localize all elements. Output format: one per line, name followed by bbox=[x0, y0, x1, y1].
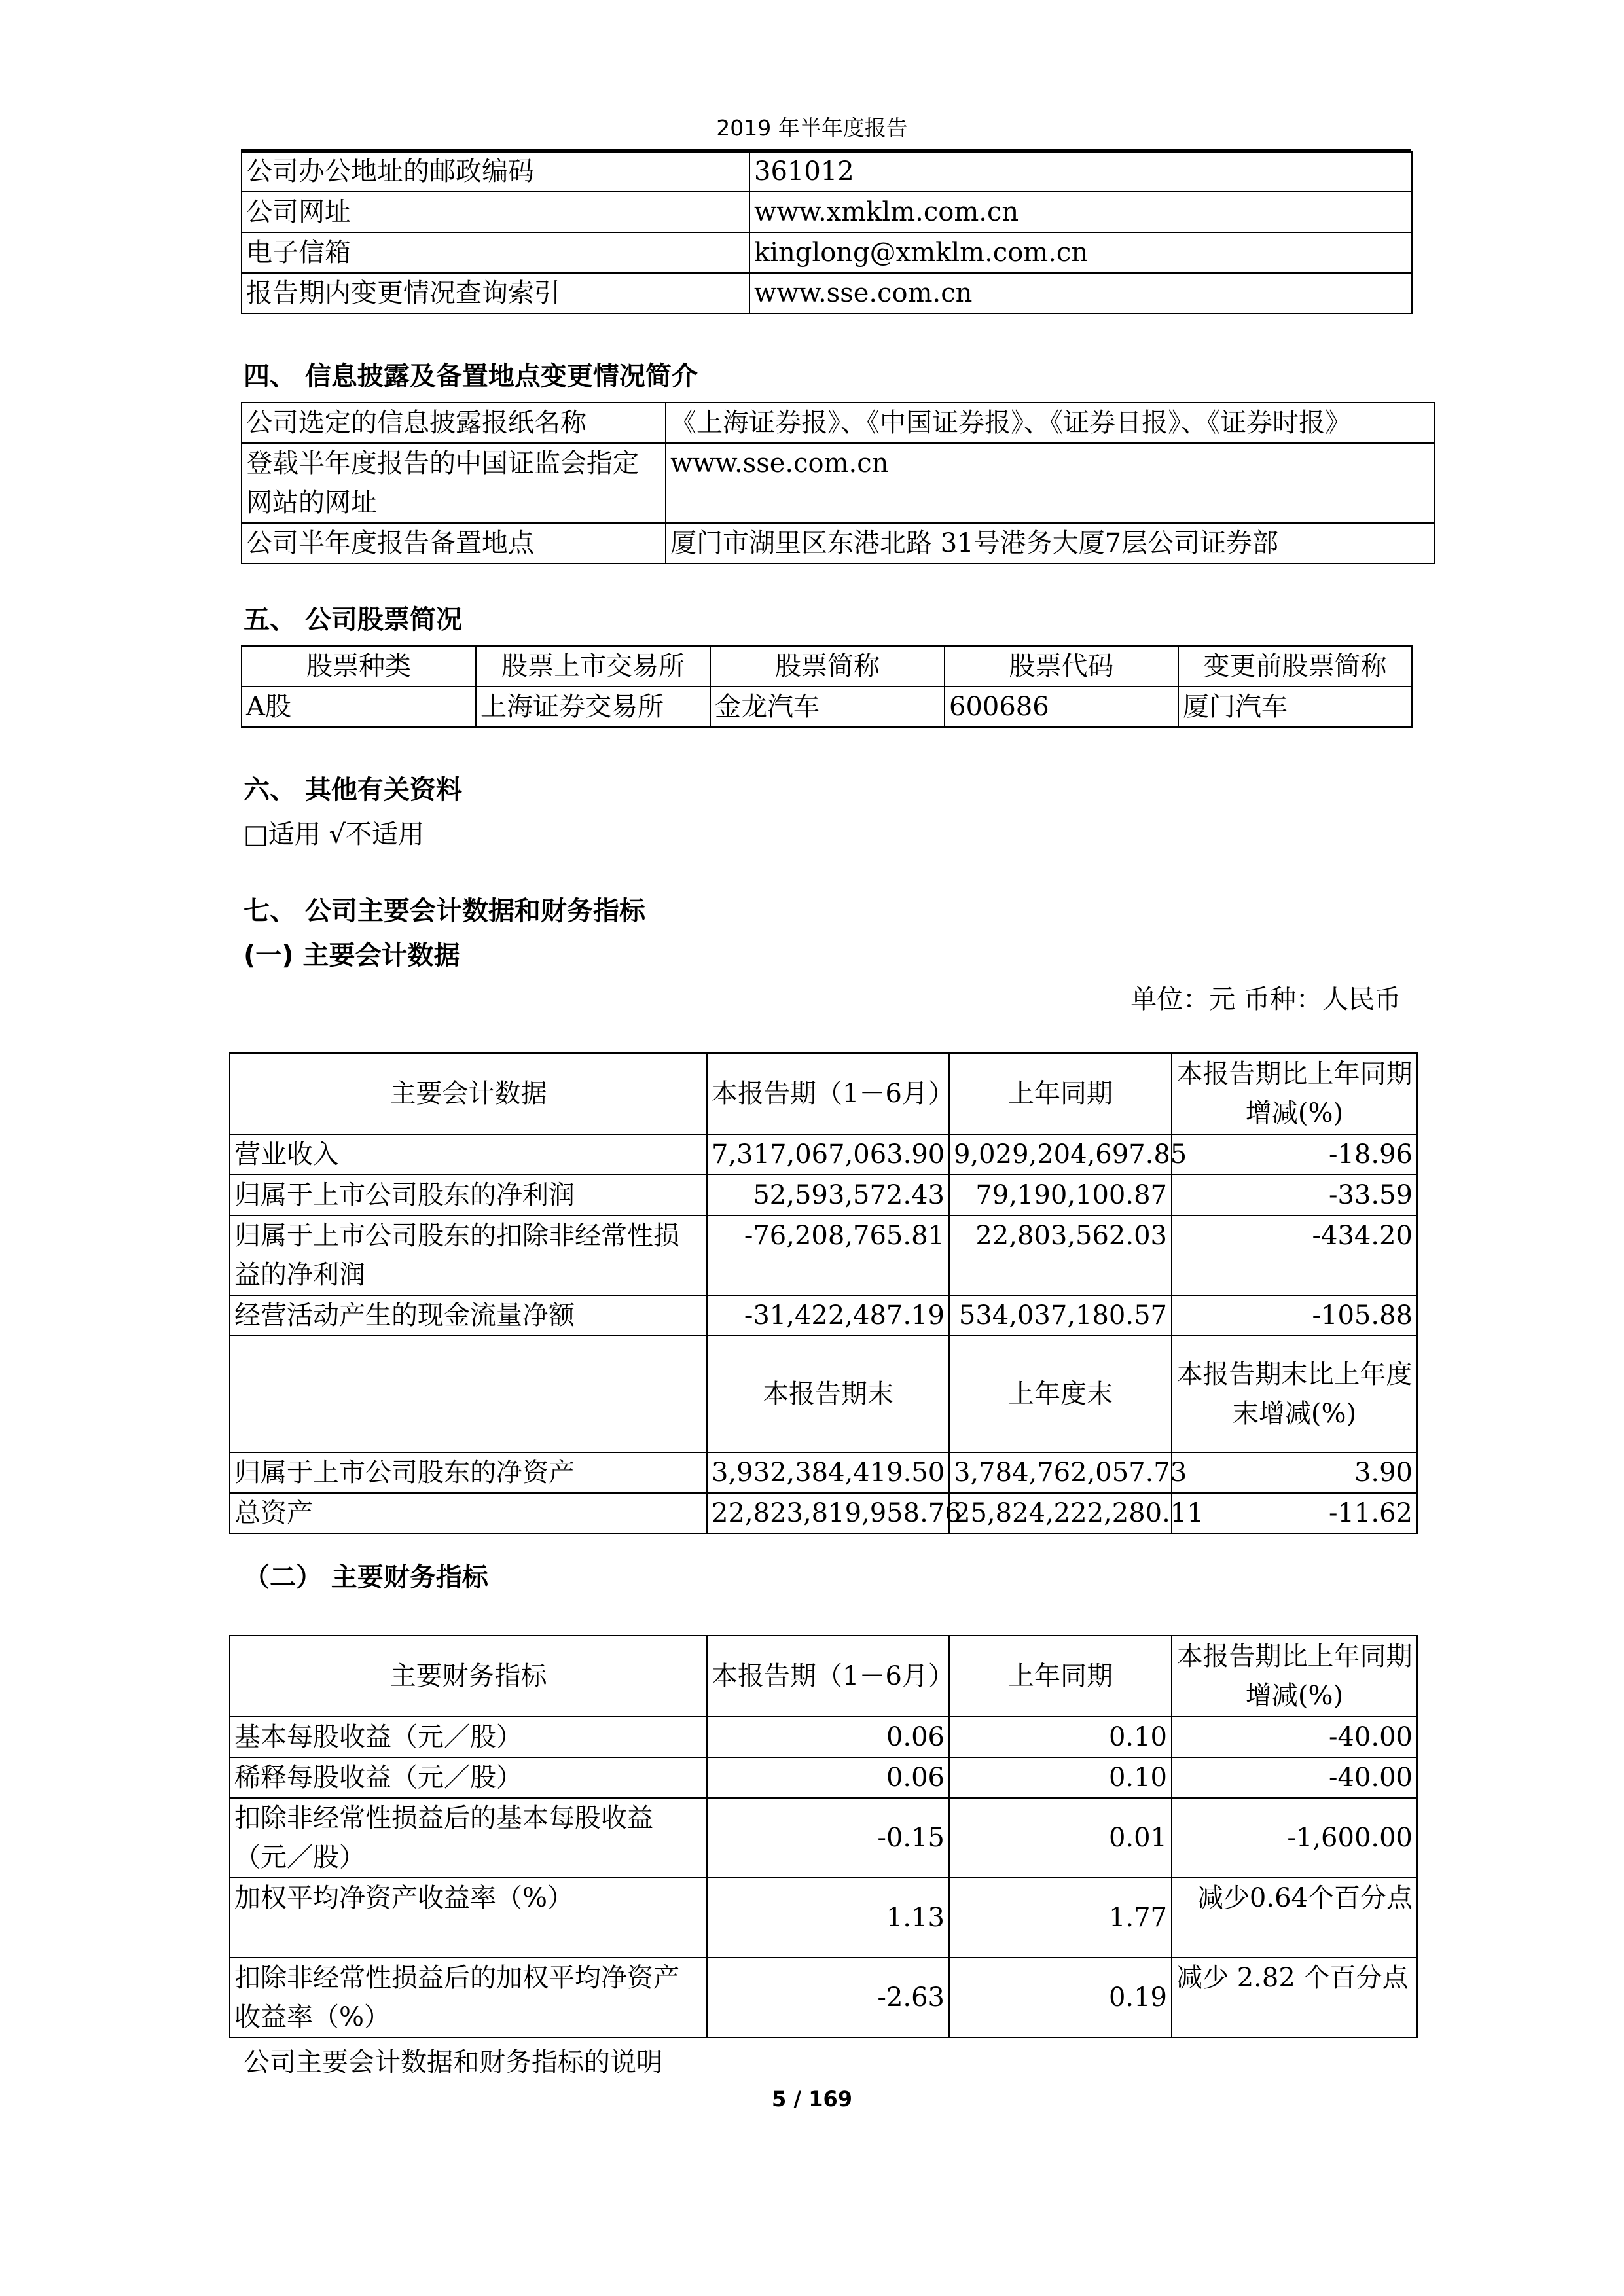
contact-table bbox=[241, 151, 1413, 314]
table-header-cell: 本报告期末 bbox=[707, 1336, 949, 1452]
table-cell: 0.19 bbox=[949, 1958, 1172, 2037]
table-cell: 公司半年度报告备置地点 bbox=[242, 523, 666, 564]
table-cell: 厦门汽车 bbox=[1178, 687, 1412, 727]
explanation-note: 公司主要会计数据和财务指标的说明 bbox=[244, 2047, 662, 2077]
table-header-cell: 股票种类 bbox=[242, 646, 476, 687]
table-cell: www.sse.com.cn bbox=[749, 273, 1412, 314]
table-cell: 金龙汽车 bbox=[710, 687, 945, 727]
applicability-text: □适用 √不适用 bbox=[244, 819, 424, 850]
table-header-cell: 本报告期（1－6月） bbox=[707, 1053, 949, 1134]
table-cell: 公司选定的信息披露报纸名称 bbox=[242, 403, 666, 443]
table-header-cell bbox=[230, 1336, 707, 1452]
table-header-cell: 主要财务指标 bbox=[230, 1636, 707, 1717]
table-cell: kinglong@xmklm.com.cn bbox=[749, 232, 1412, 273]
table-cell: 扣除非经常性损益后的基本每股收益（元／股） bbox=[230, 1798, 707, 1878]
table-row bbox=[230, 1958, 1417, 2037]
table-cell: 0.06 bbox=[707, 1717, 949, 1757]
table-cell: 1.13 bbox=[707, 1878, 949, 1958]
table-row bbox=[242, 523, 1434, 564]
table-row bbox=[230, 1878, 1417, 1958]
table-row bbox=[230, 1452, 1417, 1493]
table-row bbox=[242, 687, 1412, 727]
table-cell: 361012 bbox=[749, 151, 1412, 192]
table-cell: 0.01 bbox=[949, 1798, 1172, 1878]
table-header-row bbox=[230, 1053, 1417, 1134]
table-row bbox=[242, 151, 1412, 192]
table-cell: www.xmklm.com.cn bbox=[749, 192, 1412, 232]
table-cell: -2.63 bbox=[707, 1958, 949, 2037]
table-cell: 公司网址 bbox=[242, 192, 749, 232]
table-cell: -40.00 bbox=[1172, 1757, 1417, 1798]
table-cell: 扣除非经常性损益后的加权平均净资产收益率（%） bbox=[230, 1958, 707, 2037]
table-cell: 登载半年度报告的中国证监会指定网站的网址 bbox=[242, 443, 666, 523]
table-cell: 3,932,384,419.50 bbox=[707, 1452, 949, 1493]
table-cell: A股 bbox=[242, 687, 476, 727]
table-cell: 报告期内变更情况查询索引 bbox=[242, 273, 749, 314]
subsection-2-title: （二） 主要财务指标 bbox=[244, 1562, 488, 1592]
section-4-title: 四、 信息披露及备置地点变更情况简介 bbox=[244, 361, 698, 391]
table-header-cell: 本报告期末比上年度末增减(%) bbox=[1172, 1336, 1417, 1452]
table-header-cell: 变更前股票简称 bbox=[1178, 646, 1412, 687]
table-cell: 稀释每股收益（元／股） bbox=[230, 1757, 707, 1798]
table-cell: -33.59 bbox=[1172, 1175, 1417, 1215]
table-header-cell: 股票代码 bbox=[945, 646, 1178, 687]
section-5-title: 五、 公司股票简况 bbox=[244, 605, 462, 635]
table-cell: 1.77 bbox=[949, 1878, 1172, 1958]
table-cell: 22,823,819,958.76 bbox=[707, 1493, 949, 1534]
section-7-title: 七、 公司主要会计数据和财务指标 bbox=[244, 896, 645, 926]
table-cell: 归属于上市公司股东的净资产 bbox=[230, 1452, 707, 1493]
table-cell: 减少 2.82 个百分点 bbox=[1172, 1958, 1417, 2037]
table-cell: -105.88 bbox=[1172, 1295, 1417, 1336]
section-6-title: 六、 其他有关资料 bbox=[244, 775, 462, 805]
table-header-cell: 本报告期比上年同期增减(%) bbox=[1172, 1636, 1417, 1717]
table-row bbox=[230, 1295, 1417, 1336]
table-cell: 0.10 bbox=[949, 1717, 1172, 1757]
table-cell: 经营活动产生的现金流量净额 bbox=[230, 1295, 707, 1336]
table-cell: -0.15 bbox=[707, 1798, 949, 1878]
table-header-cell: 本报告期（1－6月） bbox=[707, 1636, 949, 1717]
table-cell: 600686 bbox=[945, 687, 1178, 727]
table-row bbox=[230, 1798, 1417, 1878]
table-cell: www.sse.com.cn bbox=[666, 443, 1434, 523]
stock-table bbox=[241, 645, 1413, 728]
table-cell: -76,208,765.81 bbox=[707, 1215, 949, 1295]
unit-currency-label: 单位：元 币种：人民币 bbox=[1130, 984, 1401, 1014]
table-cell: 7,317,067,063.90 bbox=[707, 1134, 949, 1175]
table-row bbox=[242, 273, 1412, 314]
table-cell: 基本每股收益（元／股） bbox=[230, 1717, 707, 1757]
table-row bbox=[230, 1134, 1417, 1175]
table-cell: 3,784,762,057.73 bbox=[949, 1452, 1172, 1493]
table-header-cell: 上年度末 bbox=[949, 1336, 1172, 1452]
table-row bbox=[242, 443, 1434, 523]
table-cell: -18.96 bbox=[1172, 1134, 1417, 1175]
table-row bbox=[242, 403, 1434, 443]
table-cell: 厦门市湖里区东港北路 31号港务大厦7层公司证券部 bbox=[666, 523, 1434, 564]
table-cell: 22,803,562.03 bbox=[949, 1215, 1172, 1295]
table-row bbox=[230, 1175, 1417, 1215]
table-cell: 总资产 bbox=[230, 1493, 707, 1534]
table-cell: 减少0.64个百分点 bbox=[1172, 1878, 1417, 1958]
table-cell: 《上海证券报》、《中国证券报》、《证券日报》、《证券时报》 bbox=[666, 403, 1434, 443]
table-cell: 9,029,204,697.85 bbox=[949, 1134, 1172, 1175]
table-cell: 公司办公地址的邮政编码 bbox=[242, 151, 749, 192]
financial-indicators-table bbox=[229, 1635, 1418, 2038]
table-row bbox=[230, 1215, 1417, 1295]
table-header-row bbox=[230, 1336, 1417, 1452]
table-cell: -434.20 bbox=[1172, 1215, 1417, 1295]
table-cell: 归属于上市公司股东的扣除非经常性损益的净利润 bbox=[230, 1215, 707, 1295]
table-cell: 52,593,572.43 bbox=[707, 1175, 949, 1215]
table-header-cell: 上年同期 bbox=[949, 1636, 1172, 1717]
table-cell: 上海证券交易所 bbox=[476, 687, 710, 727]
table-cell: 0.10 bbox=[949, 1757, 1172, 1798]
disclosure-table bbox=[241, 402, 1435, 564]
report-header-title: 2019 年半年度报告 bbox=[716, 115, 908, 141]
table-row bbox=[230, 1717, 1417, 1757]
table-cell: 加权平均净资产收益率（%） bbox=[230, 1878, 707, 1958]
table-header-cell: 上年同期 bbox=[949, 1053, 1172, 1134]
table-cell: 25,824,222,280.11 bbox=[949, 1493, 1172, 1534]
table-header-row bbox=[230, 1636, 1417, 1717]
table-cell: 营业收入 bbox=[230, 1134, 707, 1175]
table-header-cell: 主要会计数据 bbox=[230, 1053, 707, 1134]
table-row bbox=[242, 192, 1412, 232]
table-cell: -40.00 bbox=[1172, 1717, 1417, 1757]
table-cell: 归属于上市公司股东的净利润 bbox=[230, 1175, 707, 1215]
table-cell: -1,600.00 bbox=[1172, 1798, 1417, 1878]
table-cell: 3.90 bbox=[1172, 1452, 1417, 1493]
table-cell: -31,422,487.19 bbox=[707, 1295, 949, 1336]
table-cell: 534,037,180.57 bbox=[949, 1295, 1172, 1336]
table-row bbox=[230, 1493, 1417, 1534]
table-cell: 79,190,100.87 bbox=[949, 1175, 1172, 1215]
table-row bbox=[230, 1757, 1417, 1798]
table-header-row bbox=[242, 646, 1412, 687]
table-header-cell: 股票简称 bbox=[710, 646, 945, 687]
accounting-data-table bbox=[229, 1052, 1418, 1534]
subsection-1-title: (一) 主要会计数据 bbox=[244, 941, 460, 971]
table-header-cell: 本报告期比上年同期增减(%) bbox=[1172, 1053, 1417, 1134]
table-cell: 电子信箱 bbox=[242, 232, 749, 273]
table-cell: 0.06 bbox=[707, 1757, 949, 1798]
table-header-cell: 股票上市交易所 bbox=[476, 646, 710, 687]
page-number: 5 / 169 bbox=[771, 2087, 853, 2111]
table-cell: -11.62 bbox=[1172, 1493, 1417, 1534]
table-row bbox=[242, 232, 1412, 273]
